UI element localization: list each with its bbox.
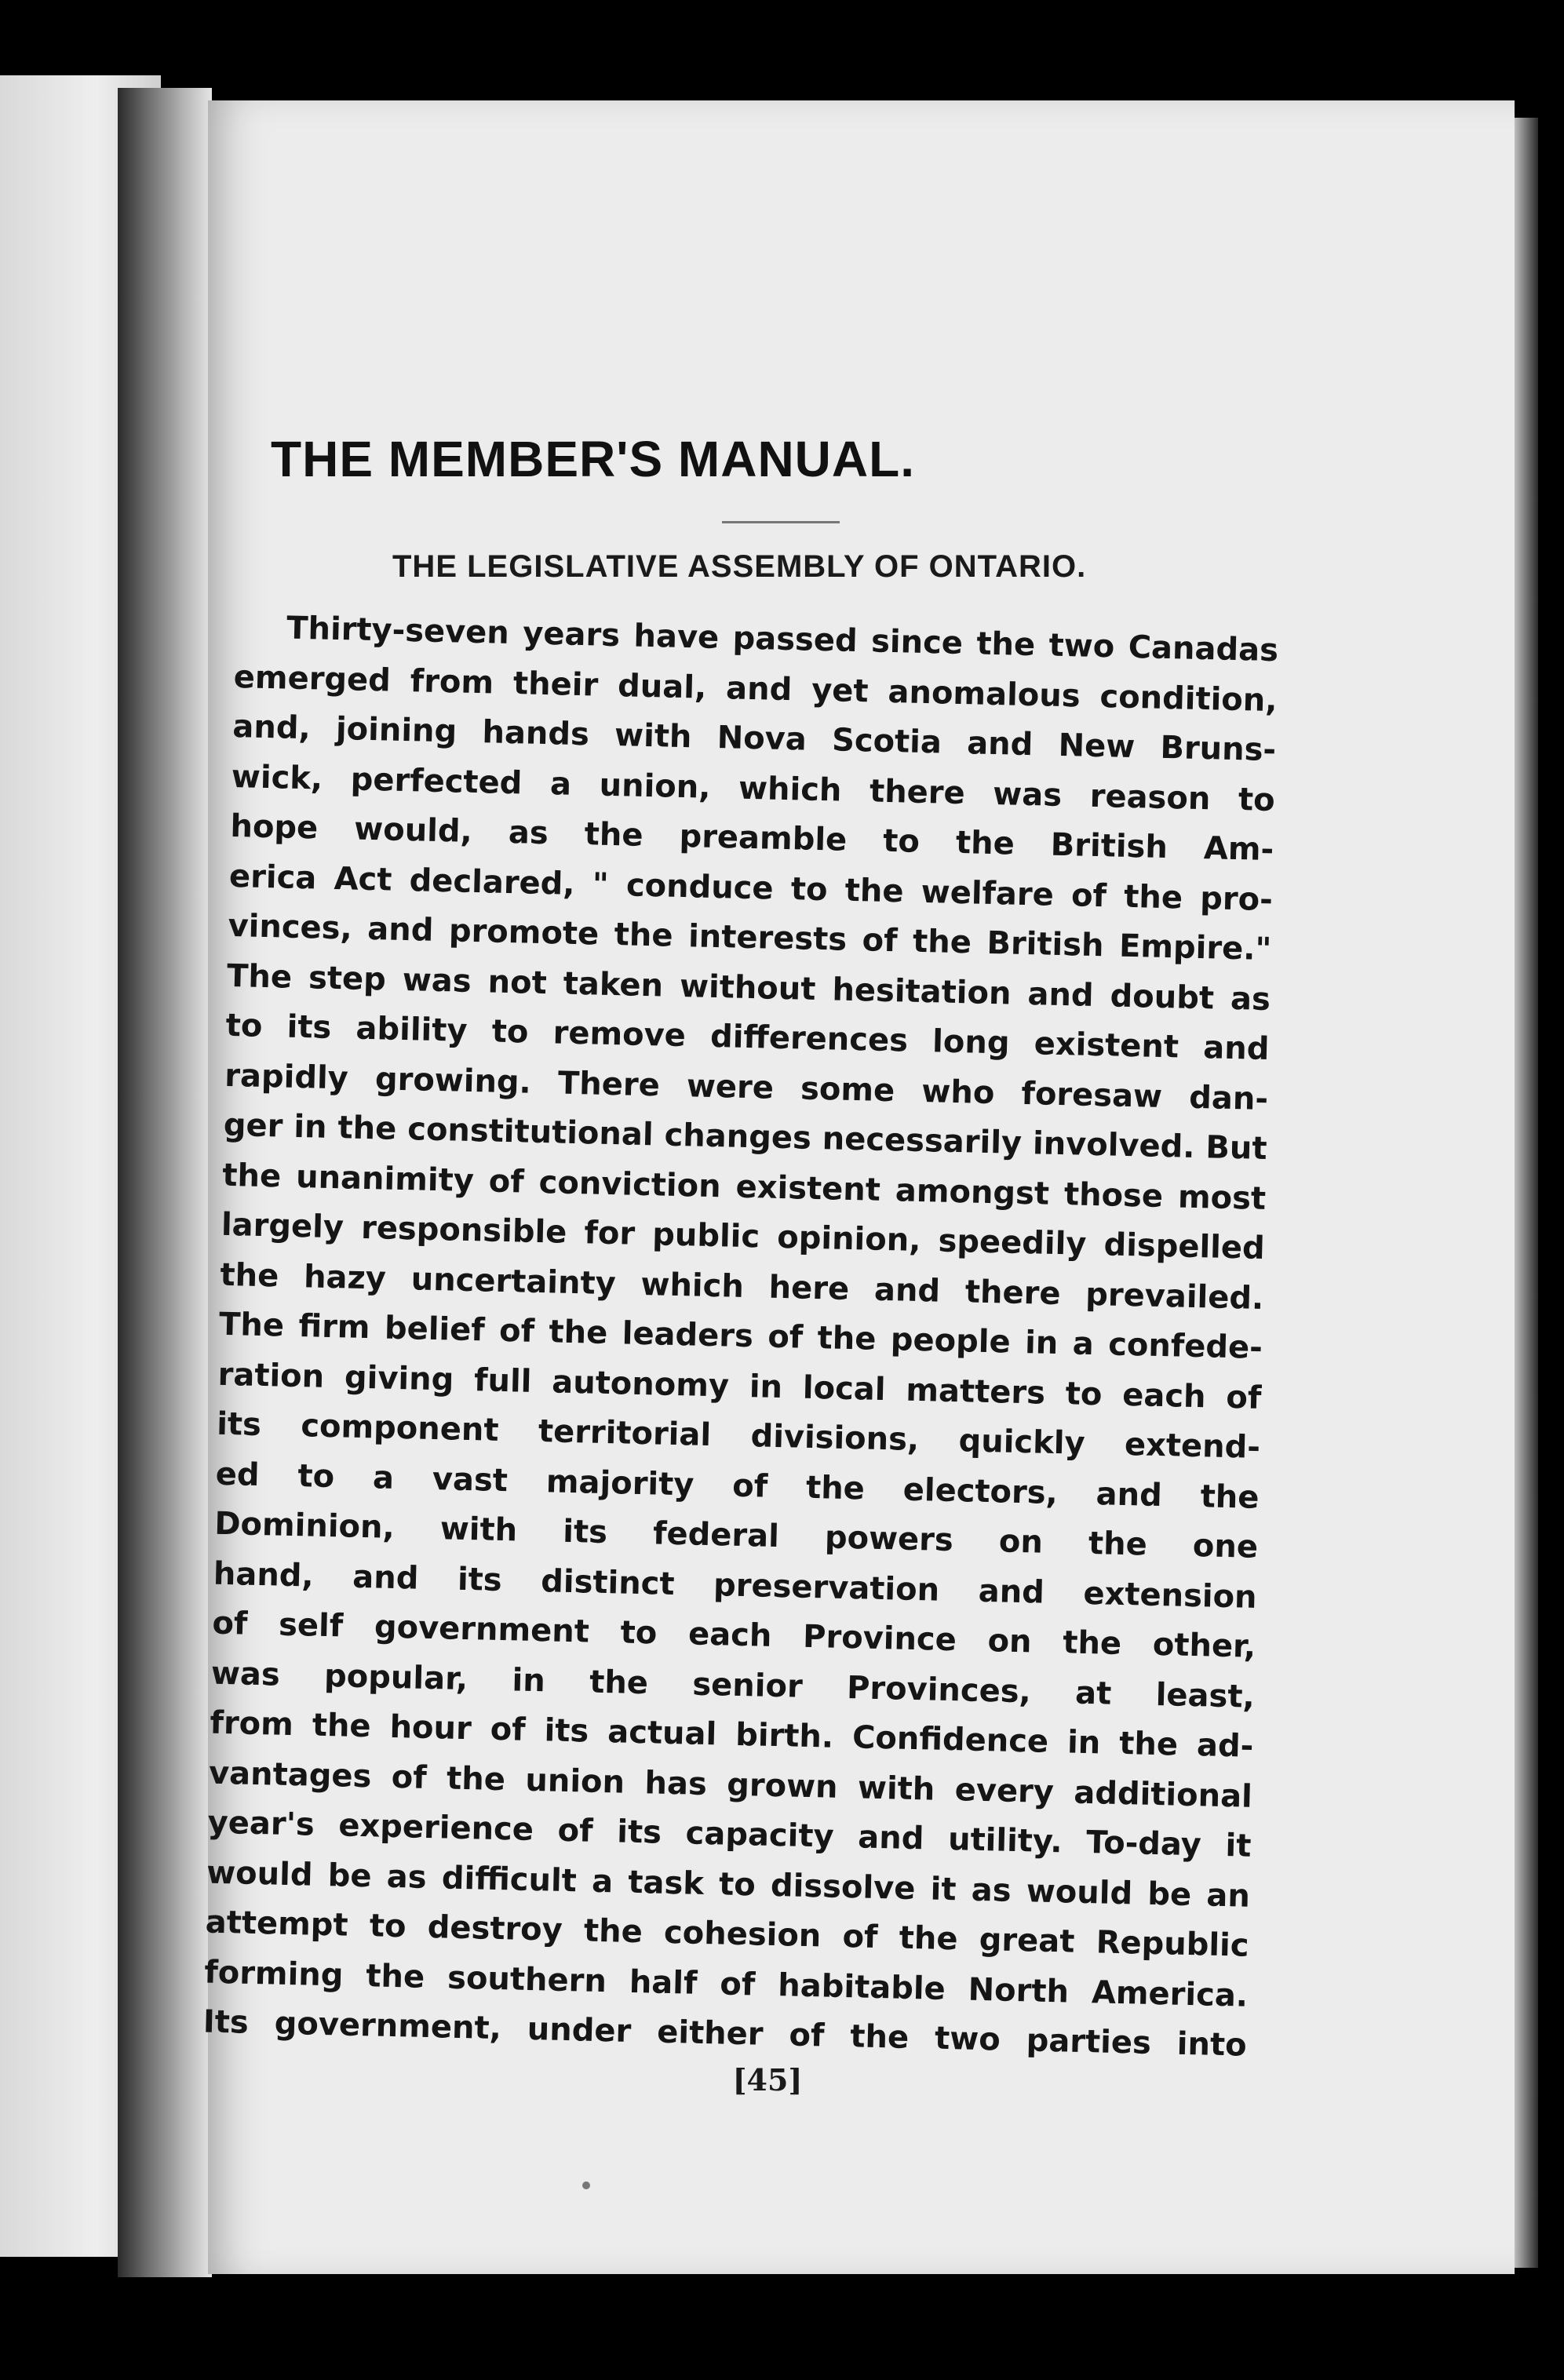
text-line: vantages of the union has grown with every additional [208,1755,1253,1815]
text-line: the unanimity of conviction existent amongst those most [221,1157,1267,1217]
text-line: to its ability to remove differences long existent and [225,1007,1270,1068]
text-line: hand, and its distinct preservation and extension [213,1555,1258,1616]
text-line: rapidly growing. There were some who foresaw dan- [224,1057,1269,1117]
title-divider [722,521,840,523]
text-line: emerged from their dual, and yet anomalous condition, [233,658,1278,719]
text-line: ed to a vast majority of the electors, and the [215,1456,1260,1516]
text-line: forming the southern half of habitable North America. [203,1954,1249,2014]
text-line: Thirty-seven years have passed since the two Canadas [286,610,1279,669]
ink-speck [582,2181,590,2189]
text-line: of self government to each Province on the other, [211,1605,1256,1665]
text-line: the hazy uncertainty which here and there prevailed. [220,1256,1264,1317]
text-line: ger in the constitutional changes necessarily involved. But [223,1106,1268,1167]
text-line: ration giving full autonomy in local matters to each of [217,1356,1262,1416]
text-line: The step was not taken without hesitation and doubt as [226,957,1271,1018]
text-line: attempt to destroy the cohesion of the great Republic [205,1904,1250,1964]
text-line: year's experience of its capacity and utility. To-day it [207,1804,1252,1864]
text-line: Its government, under either of the two parties into [202,2003,1248,2064]
text-line: largely responsible for public opinion, speedily dispelled [221,1206,1266,1267]
text-line: and, joining hands with Nova Scotia and New Bruns- [232,708,1277,769]
book-spine-shadow [118,88,212,2277]
text-line: would be as difficult a task to dissolve it as would be an [206,1854,1251,1915]
body-paragraph [202,603,1278,2071]
text-line: from the hour of its actual birth. Confidence in the ad- [210,1704,1254,1765]
text-line: its component territorial divisions, quickly extend- [216,1405,1261,1466]
text-line: wick, perfected a union, which there was reason to [231,758,1276,818]
page-number: [45] [732,2062,803,2098]
text-line: Dominion, with its federal powers on the one [213,1505,1259,1565]
text-line: erica Act declared, " conduce to the welfare of the pro- [228,858,1274,918]
page-title: THE MEMBER'S MANUAL. [271,431,915,487]
page-right-edge [1515,118,1538,2268]
section-heading: THE LEGISLATIVE ASSEMBLY OF ONTARIO. [392,549,1087,584]
text-line: hope would, as the preamble to the British Am- [230,807,1274,869]
text-line: vinces, and promote the interests of the British Empire." [228,907,1272,968]
text-line: was popular, in the senior Provinces, at least, [210,1655,1256,1715]
text-line: The firm belief of the leaders of the people in a confede- [218,1306,1263,1366]
